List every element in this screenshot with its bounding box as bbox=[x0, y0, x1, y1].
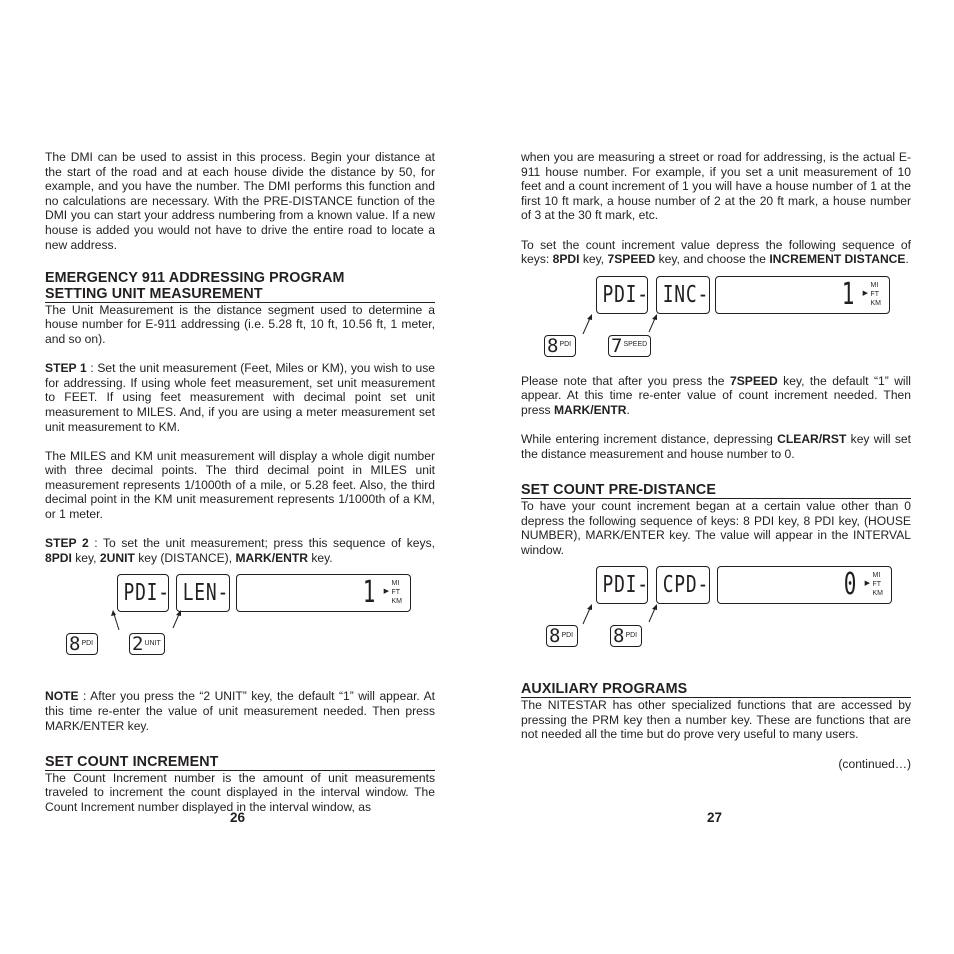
heading-set-count-increment: SET COUNT INCREMENT bbox=[45, 754, 435, 771]
display-digit: 1 bbox=[841, 276, 855, 312]
step1-text: : Set the unit measurement (Feet, Miles or KM), you wish to use for addressing. If using whole feet measurement, set unit measurement to FEET. If using feet measurement with decimal point set unit measurement to MILES. And, if you are using a meter measurement set unit measurement to KM. bbox=[45, 361, 435, 434]
display-window-cpd: CPD- bbox=[656, 566, 710, 604]
unit-indicators: MI FT KM bbox=[391, 580, 402, 606]
key-ref-increment-distance: INCREMENT DISTANCE bbox=[769, 252, 906, 267]
unit-measurement-diagram bbox=[45, 574, 435, 689]
display-window-len: LEN- bbox=[176, 574, 230, 612]
continued-note: (continued…) bbox=[838, 756, 911, 771]
set-increment-paragraph: To set the count increment value depress the following sequence of keys: 8PDI key, 7SPEED key, and choose the INCREMENT DISTANCE. bbox=[521, 237, 911, 267]
unit-pointer-icon: ▶ bbox=[864, 580, 870, 588]
display-window-pdi: PDI- bbox=[117, 574, 169, 612]
key-8-pdi-second[interactable]: 8 PDI bbox=[610, 625, 642, 647]
right-page-column bbox=[521, 150, 911, 771]
unit-indicators: MI FT KM bbox=[870, 281, 881, 307]
key-ref-8pdi: 8PDI bbox=[45, 550, 72, 565]
interval-display-window bbox=[236, 574, 411, 612]
arrow-icons bbox=[85, 610, 205, 632]
key-8-pdi[interactable]: 8 PDI bbox=[544, 335, 576, 357]
miles-km-paragraph: The MILES and KM unit measurement will display a whole digit number with three decimal points. The third decimal point in MILES unit measurement represents 1/1000th of a mile, or 5.28 feet. Also, the third decimal point in the KM unit measurement represents 1/1000th of a KM, or 1 meter. bbox=[45, 448, 435, 522]
display-digit: 0 bbox=[843, 567, 857, 603]
key-ref-8pdi: 8PDI bbox=[552, 252, 580, 267]
count-increment-diagram bbox=[521, 276, 911, 374]
unit-measurement-description: The Unit Measurement is the distance segment used to determine a house number for E-911 addressing (i.e. 5.28 ft, 10 ft, 10.56 ft, 1 meter, and so on). bbox=[45, 302, 435, 346]
key-2-unit[interactable]: 2 UNIT bbox=[129, 633, 165, 655]
key-8-pdi[interactable]: 8 PDI bbox=[546, 625, 578, 647]
note-paragraph: NOTE : After you press the “2 UNIT” key, the default “1” will appear. At this time re-enter the value of unit measurement needed. Then press MARK/ENTER key. bbox=[45, 689, 435, 733]
pre-distance-paragraph: To have your count increment began at a certain value other than 0 depress the following sequence of keys: 8 PDI key, 8 PDI key, (HOUSE NUMBER), MARK/ENTER key. The value will appear in the INTERVAL window. bbox=[521, 498, 911, 557]
pre-distance-diagram bbox=[521, 566, 911, 681]
key-7-speed[interactable]: 7 SPEED bbox=[608, 335, 651, 357]
left-page-column bbox=[45, 150, 435, 815]
count-increment-paragraph: The Count Increment number is the amount of unit measurements traveled to increment the count displayed in the interval window. The Count Increment number displayed in the interval window, as bbox=[45, 770, 435, 814]
unit-pointer-icon: ▶ bbox=[383, 588, 389, 596]
step1-label: STEP 1 bbox=[45, 361, 87, 376]
arrow-icons bbox=[561, 314, 681, 336]
page-number-right: 27 bbox=[707, 810, 723, 825]
unit-pointer-icon: ▶ bbox=[862, 289, 868, 297]
interval-display-window bbox=[717, 566, 892, 604]
unit-indicators: MI FT KM bbox=[872, 572, 883, 598]
key-ref-clear-rst: CLEAR/RST bbox=[777, 432, 847, 447]
heading-emergency-911: EMERGENCY 911 ADDRESSING PROGRAM bbox=[45, 269, 345, 286]
display-window-inc: INC- bbox=[656, 276, 710, 314]
key-ref-7speed: 7SPEED bbox=[607, 252, 656, 267]
arrow-icons bbox=[561, 604, 681, 626]
heading-set-count-pre-distance: SET COUNT PRE-DISTANCE bbox=[521, 482, 911, 499]
key-8-pdi[interactable]: 8 PDI bbox=[66, 633, 98, 655]
key-ref-2unit: 2UNIT bbox=[99, 550, 135, 565]
step2-paragraph: STEP 2 : To set the unit measurement; press this sequence of keys, 8PDI key, 2UNIT key (DISTANCE), MARK/ENTR key. bbox=[45, 536, 435, 565]
interval-display-window bbox=[715, 276, 890, 314]
step1-paragraph bbox=[45, 361, 435, 434]
continuation-paragraph: when you are measuring a street or road for addressing, is the actual E-911 house number. For example, if you set a unit measurement of 10 feet and a count increment of 1 you will have a house number of 1 at the first 10 ft mark, a house number of 2 at the 20 ft mark, a house number of 3 at the 30 ft mark, etc. bbox=[521, 150, 911, 223]
key-ref-7speed: 7SPEED bbox=[729, 373, 778, 388]
heading-auxiliary-programs: AUXILIARY PROGRAMS bbox=[521, 681, 911, 698]
display-window-pdi: PDI- bbox=[596, 276, 648, 314]
note-label: NOTE bbox=[45, 689, 79, 704]
auxiliary-paragraph: The NITESTAR has other specialized functions that are accessed by pressing the PRM key then a number key. These are functions that are not needed all the time but do prove very useful to many users. bbox=[521, 698, 911, 742]
heading-setting-unit-measurement: SETTING UNIT MEASUREMENT bbox=[45, 286, 435, 303]
clear-rst-paragraph: While entering increment distance, depressing CLEAR/RST key will set the distance measurement and house number to 0. bbox=[521, 432, 912, 461]
display-window-pdi: PDI- bbox=[596, 566, 648, 604]
step2-label: STEP 2 bbox=[45, 536, 89, 551]
key-ref-mark-entr: MARK/ENTR bbox=[553, 402, 627, 417]
intro-paragraph: The DMI can be used to assist in this process. Begin your distance at the start of the road and at each house divide the distance by 50, for example, and you have the number. The DMI performs this function and no calculations are necessary. With the PRE-DISTANCE function of the DMI you can start your address numbering from a known value. If a new house is added you would not have to drive the entire road to locate a new address. bbox=[45, 150, 435, 252]
note-7speed-paragraph: Please note that after you press the 7SPEED key, the default “1” will appear. At this time re-enter value of count increment needed. Then press MARK/ENTR. bbox=[521, 373, 911, 417]
display-digit: 1 bbox=[362, 575, 376, 611]
key-ref-mark-entr: MARK/ENTR bbox=[235, 550, 308, 565]
page-number-left: 26 bbox=[230, 810, 246, 825]
